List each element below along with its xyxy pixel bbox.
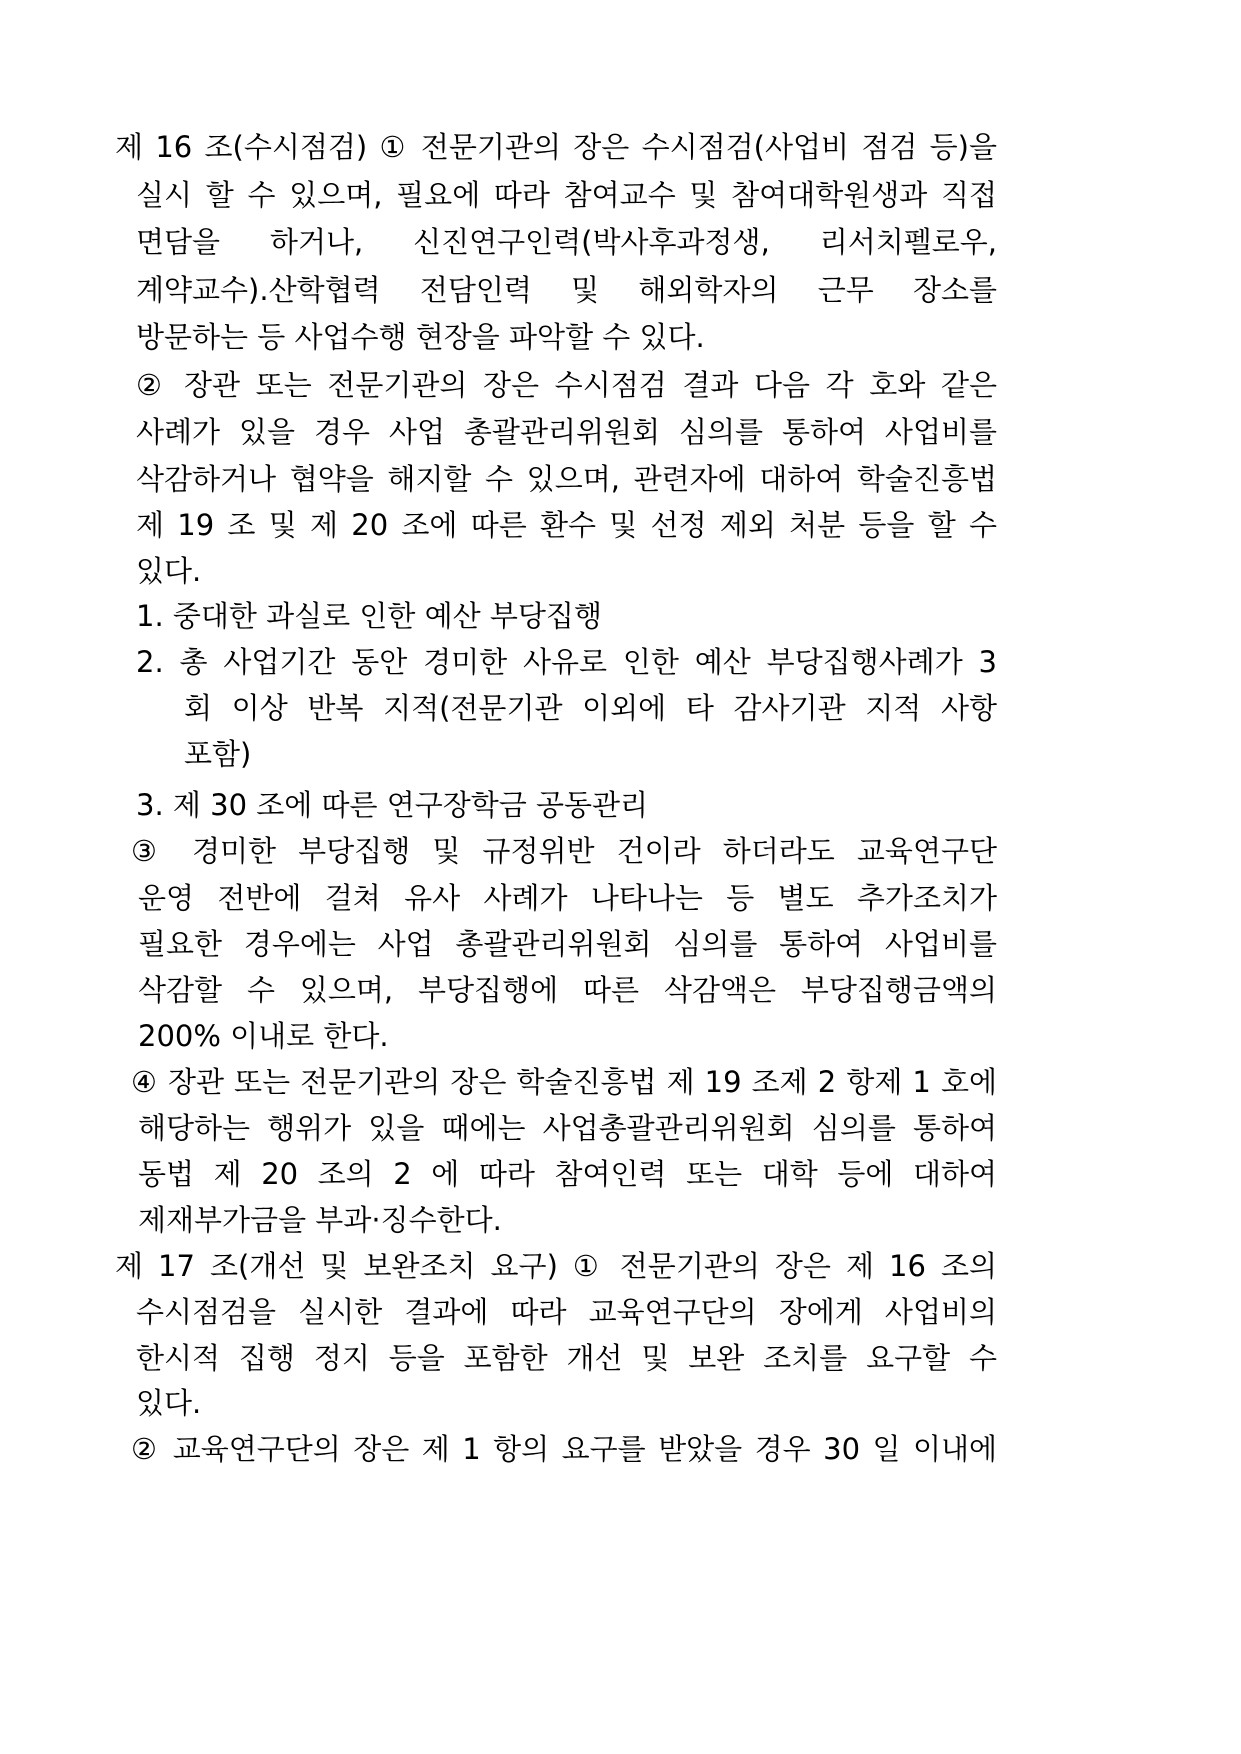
text-line: 필요한 경우에는 사업 총괄관리위원회 심의를 통하여 사업비를 [138, 927, 997, 961]
text-line: 삭감하거나 협약을 해지할 수 있으며, 관련자에 대하여 학술진흥법 [136, 462, 997, 496]
list-item: 2. 총 사업기간 동안 경미한 사유로 인한 예산 부당집행사례가 3 [136, 645, 997, 679]
text-line: 제 16 조(수시점검) ① 전문기관의 장은 수시점검(사업비 점검 등)을 [115, 130, 997, 164]
text-line: 면담을 하거나, 신진연구인력(박사후과정생, 리서치펠로우, [136, 225, 997, 259]
text-line: 계약교수).산학협력 전담인력 및 해외학자의 근무 장소를 [136, 273, 997, 307]
text-line: 사례가 있을 경우 사업 총괄관리위원회 심의를 통하여 사업비를 [136, 415, 997, 449]
list-item-continuation: 회 이상 반복 지적(전문기관 이외에 타 감사기관 지적 사항 [184, 691, 997, 725]
text-line: 삭감할 수 있으며, 부당집행에 따른 삭감액은 부당집행금액의 [138, 973, 997, 1007]
text-line: ② 교육연구단의 장은 제 1 항의 요구를 받았을 경우 30 일 이내에 [131, 1432, 997, 1466]
list-item: 1. 중대한 과실로 인한 예산 부당집행 [136, 599, 602, 633]
text-line: ③ 경미한 부당집행 및 규정위반 건이라 하더라도 교육연구단 [131, 834, 997, 868]
text-line: ④ 장관 또는 전문기관의 장은 학술진흥법 제 19 조제 2 항제 1 호에 [131, 1065, 997, 1099]
text-line: 있다. [136, 1386, 202, 1420]
text-line: 한시적 집행 정지 등을 포함한 개선 및 보완 조치를 요구할 수 [136, 1341, 997, 1375]
list-item-continuation: 포함) [184, 737, 252, 771]
text-line: 실시 할 수 있으며, 필요에 따라 참여교수 및 참여대학원생과 직접 [136, 178, 997, 212]
text-line: 방문하는 등 사업수행 현장을 파악할 수 있다. [136, 320, 705, 354]
text-line: 제 17 조(개선 및 보완조치 요구) ① 전문기관의 장은 제 16 조의 [115, 1249, 997, 1283]
text-line: 제재부가금을 부과·징수한다. [138, 1203, 502, 1237]
text-line: 동법 제 20 조의 2 에 따라 참여인력 또는 대학 등에 대하여 [138, 1157, 997, 1191]
text-line: ② 장관 또는 전문기관의 장은 수시점검 결과 다음 각 호와 같은 [136, 368, 997, 402]
text-line: 수시점검을 실시한 결과에 따라 교육연구단의 장에게 사업비의 [136, 1295, 997, 1329]
text-line: 200% 이내로 한다. [138, 1019, 389, 1053]
text-line: 있다. [136, 554, 202, 588]
text-line: 운영 전반에 걸쳐 유사 사례가 나타나는 등 별도 추가조치가 [138, 881, 997, 915]
list-item: 3. 제 30 조에 따른 연구장학금 공동관리 [136, 788, 649, 822]
text-line: 제 19 조 및 제 20 조에 따른 환수 및 선정 제외 처분 등을 할 수 [136, 508, 997, 542]
text-line: 해당하는 행위가 있을 때에는 사업총괄관리위원회 심의를 통하여 [138, 1111, 997, 1145]
